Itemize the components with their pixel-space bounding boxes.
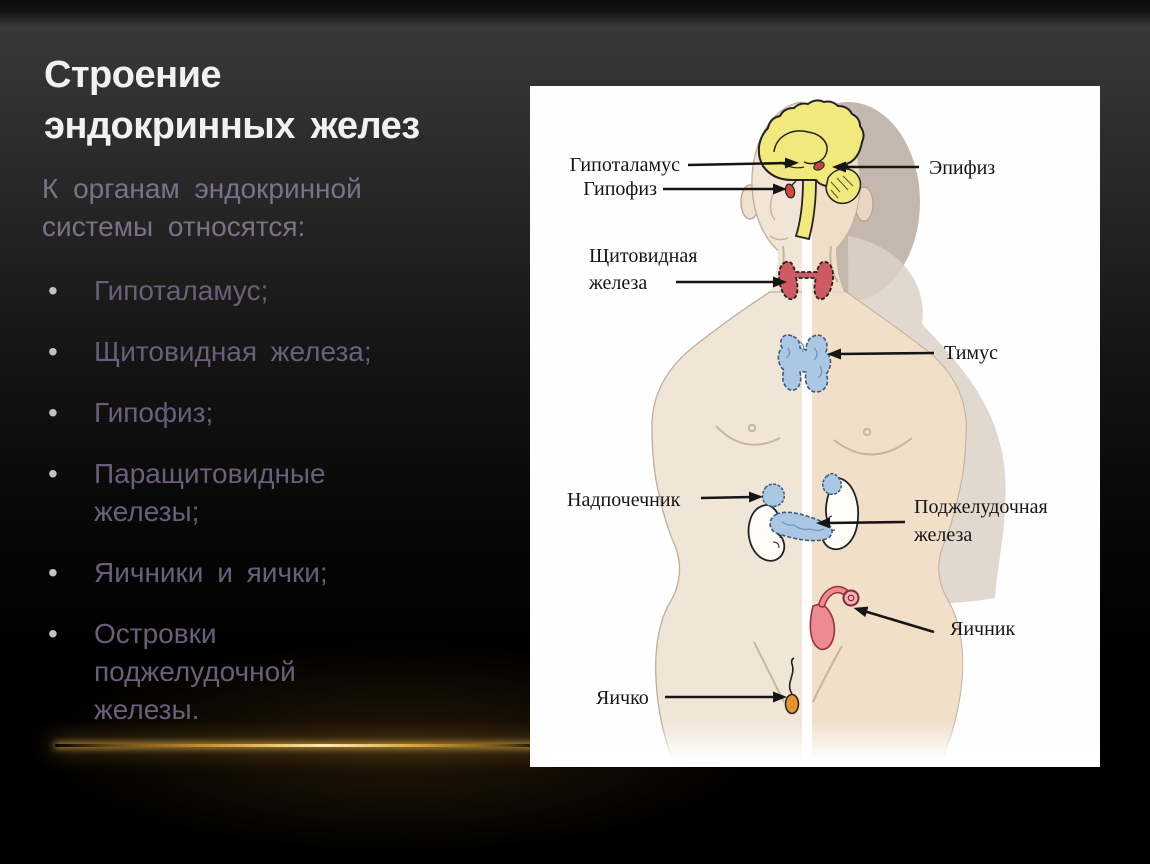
hypothalamus-label: Гипоталамус — [569, 154, 680, 176]
pineal-label: Эпифиз — [929, 157, 996, 179]
ovary-label: Яичник — [950, 618, 1016, 640]
bullet-line: железы. — [94, 694, 200, 725]
intro-text — [42, 170, 362, 246]
bullet-item-hypothalamus — [42, 272, 372, 310]
bullet-dot: • — [48, 458, 58, 489]
bullet-line: железы; — [94, 496, 200, 527]
intro-line-2: системы относятся: — [42, 211, 306, 242]
bullet-text: Гипоталамус; — [94, 275, 269, 306]
pancreas-label-line2: железа — [914, 524, 973, 546]
bullet-dot: • — [48, 336, 58, 367]
bullet-dot: • — [48, 275, 58, 306]
thyroid-label-line2: железа — [589, 272, 648, 294]
bullet-line: Паращитовидные — [94, 458, 326, 489]
bullet-item-pituitary — [42, 394, 372, 432]
bullet-item-parathyroid — [42, 455, 372, 531]
page-title — [44, 50, 420, 152]
bullet-text: Яичники и яички; — [94, 557, 328, 588]
testis-gland — [786, 695, 799, 714]
thymus-arrow — [838, 353, 934, 354]
bullet-list — [42, 272, 372, 752]
bullet-text: Гипофиз; — [94, 397, 214, 428]
bullet-dot: • — [48, 397, 58, 428]
adrenal-arrow — [701, 497, 752, 498]
bottom-fade — [530, 722, 1100, 767]
cerebellum — [826, 169, 860, 204]
adrenal-label: Надпочечник — [567, 489, 681, 511]
bullet-item-pancreatic-islets — [42, 615, 372, 729]
bullet-text: Щитовидная железа; — [94, 336, 372, 367]
thymus-label: Тимус — [944, 342, 998, 364]
bullet-dot: • — [48, 557, 58, 588]
pancreas-arrow — [827, 522, 905, 523]
pituitary-label: Гипофиз — [583, 178, 657, 200]
endocrine-anatomy-diagram — [530, 86, 1100, 767]
bullet-line: поджелудочной — [94, 656, 296, 687]
pancreas-label-line1: Поджелудочная — [914, 496, 1048, 518]
title-line-1: Строение — [44, 54, 222, 96]
testis-label: Яичко — [596, 687, 649, 709]
title-line-2: эндокринных желез — [44, 105, 420, 147]
intro-line-1: К органам эндокринной — [42, 173, 362, 204]
adrenal-right — [823, 474, 842, 495]
thyroid-label-line1: Щитовидная — [589, 245, 698, 267]
bullet-line: Островки — [94, 618, 217, 649]
bullet-dot: • — [48, 618, 58, 649]
ovary-gland — [844, 591, 859, 606]
adrenal-left — [763, 484, 785, 506]
bullet-text — [94, 615, 296, 729]
bullet-item-thyroid — [42, 333, 372, 371]
bullet-item-gonads — [42, 554, 372, 592]
diagram-panel — [530, 86, 1100, 767]
bullet-text — [94, 455, 326, 531]
